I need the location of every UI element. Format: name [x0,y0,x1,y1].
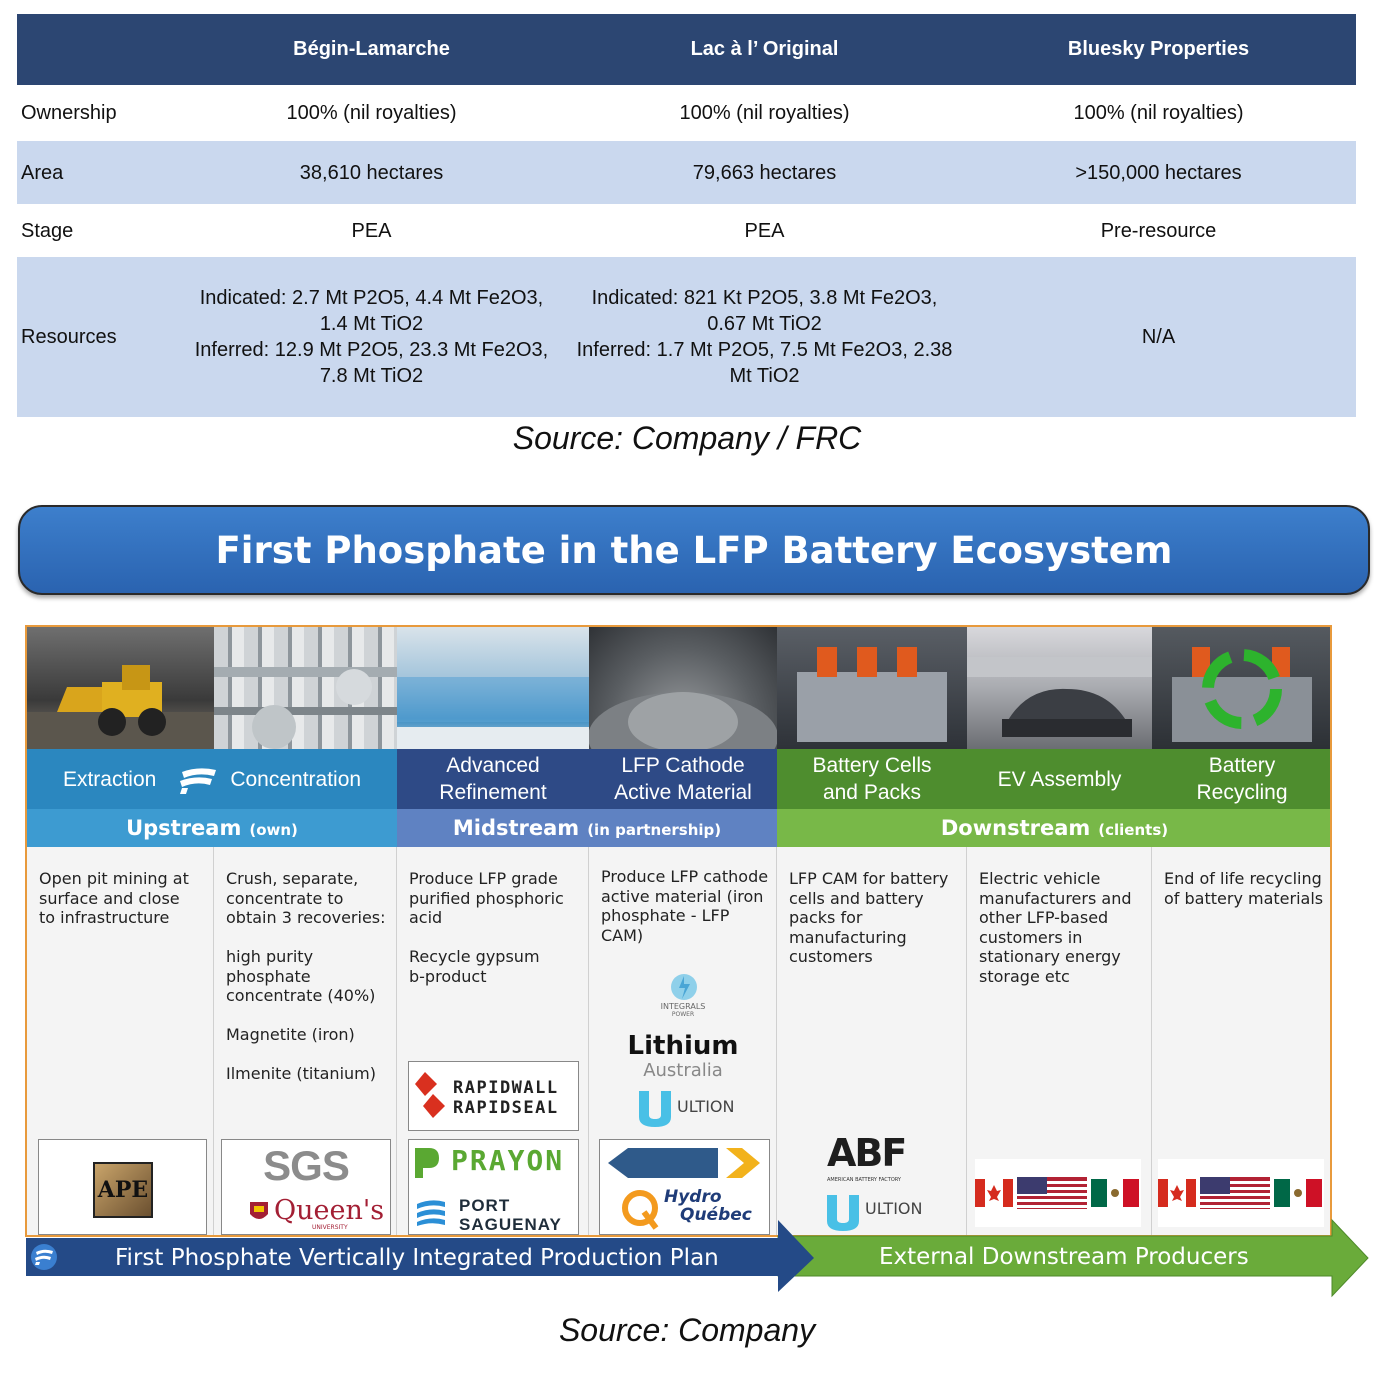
source-caption-frc: Source: Company / FRC [512,420,862,456]
stage-advanced-refinement: Advanced Refinement [397,749,589,809]
segment-upstream-note: (own) [249,821,298,839]
segment-downstream-label: Downstream [940,816,1091,840]
stage-extraction: Extraction [62,767,157,791]
queens-logo-subtext: UNIVERSITY [312,1224,348,1231]
extraction-photo [27,627,214,749]
segment-downstream [777,809,1332,847]
table-header-lac-a-l-original: Lac à l’ Original [568,14,961,85]
battery-cells-photo [777,627,967,749]
lab-bottles-icon [397,627,589,749]
north-america-flags-icon [975,1159,1141,1227]
stage-concentration: Concentration [230,767,362,791]
table-header-begin-lamarche: Bégin-Lamarche [175,14,568,85]
powder-pile-icon [589,627,777,749]
table-cell: 100% (nil royalties) [961,85,1356,141]
description-concentration: Crush, separate, concentrate to obtain 3 recoveries: high purity phosphate concentrate (40%) Magnetite (iron) Ilmenite (titanium) [226,869,386,1083]
loader-icon [27,627,214,749]
row-label: Resources [17,257,175,417]
segment-upstream-label: Upstream [126,816,242,840]
table-cell: PEA [568,204,961,257]
ultion-text-midstream: ULTION [677,1097,735,1116]
concentration-photo [214,627,397,749]
table-row-stage [17,204,1356,257]
lithium-australia-text: Lithium [627,1031,739,1061]
ape-logo-mark: APE [93,1162,153,1218]
quebec-text: Québec [680,1205,752,1225]
table-header-row [17,14,1356,85]
stage-lfp-cathode: LFP Cathode Active Material [589,749,777,809]
cathode-photo [589,627,777,749]
rapidseal-text: RAPIDSEAL [453,1098,559,1118]
ultion-text-downstream: ULTION [865,1199,923,1218]
table-cell: 100% (nil royalties) [568,85,961,141]
table-cell: >150,000 hectares [961,141,1356,204]
table-cell: Indicated: 821 Kt P2O5, 3.8 Mt Fe2O3, 0.67 Mt TiO2 Inferred: 1.7 Mt P2O5, 7.5 Mt Fe2O3, 2.38 Mt TiO2 [568,257,961,417]
source-caption-company: Source: Company [558,1312,816,1348]
table-row-resources [17,257,1356,417]
description-cathode: Produce LFP cathode active material (iron phosphate - LFP CAM) [601,867,769,945]
car-icon [967,627,1152,749]
arrow-left-label: First Phosphate Vertically Integrated Production Plan [115,1245,719,1271]
australia-text: Australia [643,1060,723,1081]
rapidwall-mark-icon [415,1072,445,1120]
row-label: Area [17,141,175,204]
description-battery-cells: LFP CAM for battery cells and battery packs for manufacturing customers [789,869,949,966]
recycle-symbol-icon [1152,627,1332,749]
abf-logo-text: ABF [827,1131,906,1175]
rapidwall-logo [408,1061,579,1131]
stage-battery-recycling: Battery Recycling [1152,749,1332,809]
arrow-right-label: External Downstream Producers [879,1244,1249,1270]
table-cell: PEA [175,204,568,257]
stage-battery-cells: Battery Cells and Packs [777,749,967,809]
table-cell: Indicated: 2.7 Mt P2O5, 4.4 Mt Fe2O3, 1.4 Mt TiO2 Inferred: 12.9 Mt P2O5, 23.3 Mt Fe2O3, 7.8 Mt TiO2 [175,257,568,417]
description-refinement: Produce LFP grade purified phosphoric acid Recycle gypsum b-product [409,869,564,986]
description-extraction: Open pit mining at surface and close to infrastructure [39,869,189,927]
column-extraction [27,847,214,1237]
row-label: Ownership [17,85,175,141]
ecosystem-banner-title: First Phosphate in the LFP Battery Ecosystem [18,505,1370,595]
upstream-stage-bar [27,749,397,809]
table-row-ownership [17,85,1356,141]
table-row-area [17,141,1356,204]
hydro-text: Hydro [664,1187,722,1207]
segment-upstream [27,809,397,847]
segment-midstream-note: (in partnership) [587,821,722,839]
column-refinement [397,847,589,1237]
segment-midstream-label: Midstream [452,816,580,840]
first-phosphate-logo-icon [178,764,218,794]
refinement-photo [397,627,589,749]
integrals-subtext: POWER [671,1011,695,1018]
row-label: Stage [17,204,175,257]
integrals-power-icon [669,972,699,1002]
table-cell: Pre-resource [961,204,1356,257]
abf-logo-subtext: AMERICAN BATTERY FACTORY [827,1177,901,1183]
port-text: PORT [459,1196,511,1215]
table-header-blank [17,14,175,85]
column-ev-assembly [967,847,1152,1237]
table-cell: 79,663 hectares [568,141,961,204]
prayon-mark-icon [413,1146,439,1178]
table-header-bluesky: Bluesky Properties [961,14,1356,85]
segment-downstream-note: (clients) [1098,821,1169,839]
recycling-photo [1152,627,1332,749]
description-ev-assembly: Electric vehicle manufacturers and other LFP-based customers in stationary energy storage etc [979,869,1132,986]
ev-assembly-photo [967,627,1152,749]
segment-midstream [397,809,777,847]
prayon-text: PRAYON [451,1144,565,1177]
gkn-logo-icon [608,1146,763,1180]
saguenay-text: SAGUENAY [459,1215,562,1234]
table-cell: 100% (nil royalties) [175,85,568,141]
table-cell: 38,610 hectares [175,141,568,204]
sgs-logo-text: SGS [263,1142,349,1189]
battery-pack-icon [777,627,967,749]
rapidwall-text: RAPIDWALL [453,1078,559,1098]
stage-ev-assembly: EV Assembly [967,749,1152,809]
queens-logo-text: Queen's [274,1195,385,1226]
description-recycling: End of life recycling of battery materials [1164,869,1324,908]
column-cathode [589,847,777,1237]
pipes-icon [214,627,397,749]
column-battery-cells [777,847,967,1237]
ecosystem-diagram [25,625,1332,1237]
north-america-flags-icon-recycling [1158,1159,1324,1227]
properties-table [17,14,1356,417]
column-recycling [1152,847,1332,1237]
integrals-text: INTEGRALS [660,1002,706,1011]
ultion-mark-icon [637,1089,673,1129]
table-cell: N/A [961,257,1356,417]
column-concentration [214,847,397,1237]
